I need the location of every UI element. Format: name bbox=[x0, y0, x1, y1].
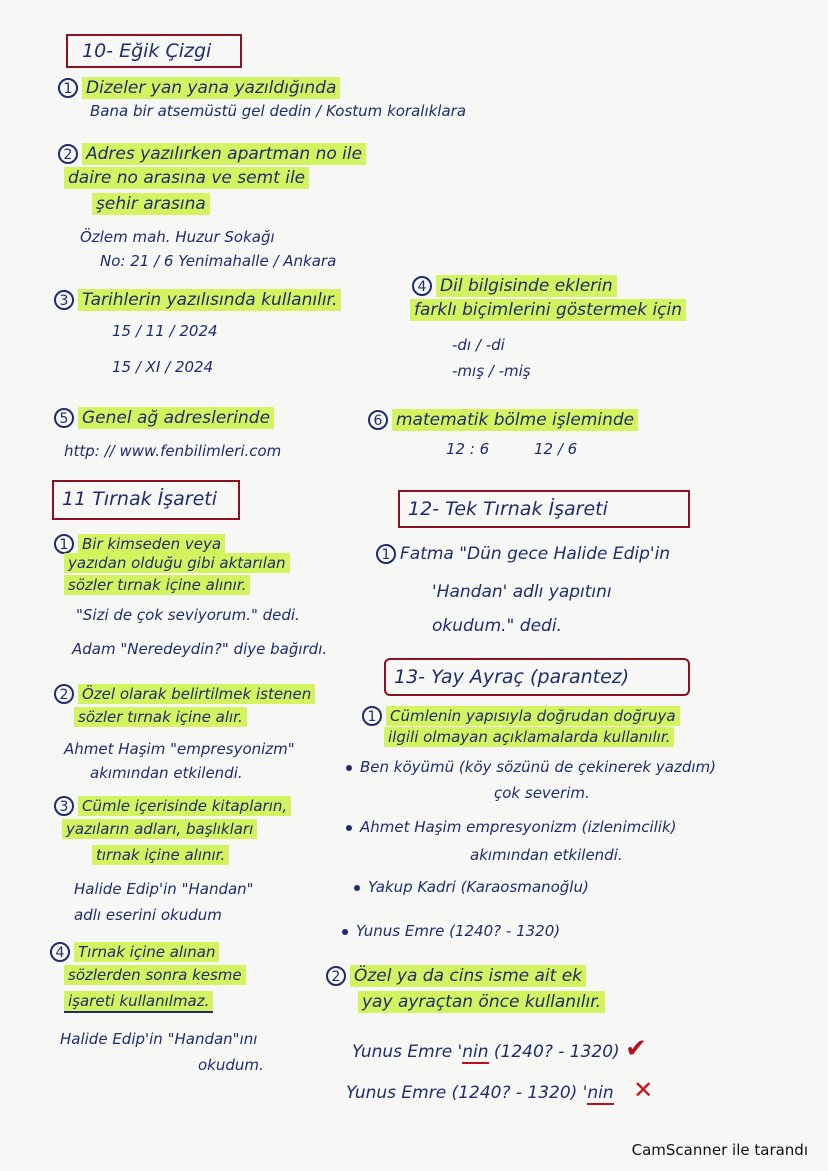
example-10-6a: 12 : 6 bbox=[446, 440, 490, 458]
example-13-correct: Yunus Emre 'nin (1240? - 1320) ✔ bbox=[352, 1034, 647, 1064]
suffix-nin: nin bbox=[462, 1042, 489, 1062]
rule-11-4b: sözlerden sonra kesme bbox=[64, 968, 246, 983]
rule-number: 3 bbox=[54, 796, 74, 816]
bullet-13-3: Yakup Kadri (Karaosmanoğlu) bbox=[354, 880, 589, 895]
section-13-title: 13- Yay Ayraç (parantez) bbox=[394, 666, 630, 688]
rule-11-4a: 4 Tırnak içine alınan bbox=[50, 942, 219, 962]
example-11-4b: okudum. bbox=[198, 1056, 264, 1074]
bullet-13-4: Yunus Emre (1240? - 1320) bbox=[342, 924, 560, 939]
rule-number: 1 bbox=[362, 706, 382, 726]
rule-11-1b: yazıdan olduğu gibi aktarılan bbox=[64, 556, 290, 571]
example-10-5: http: // www.fenbilimleri.com bbox=[64, 442, 282, 460]
rule-number: 1 bbox=[376, 544, 396, 564]
bullet-13-1a: Ben köyümü (köy sözünü de çekinerek yazdım) bbox=[346, 760, 716, 775]
bullet-icon bbox=[346, 825, 352, 831]
rule-12-1a: 1 Fatma "Dün gece Halide Edip'in bbox=[376, 544, 670, 564]
bullet-icon bbox=[342, 929, 348, 935]
rule-10-1: 1 Dizeler yan yana yazıldığında bbox=[58, 78, 340, 98]
rule-11-4c: işareti kullanılmaz. bbox=[64, 994, 213, 1009]
rule-10-4b: farklı biçimlerini göstermek için bbox=[410, 302, 686, 319]
example-10-1: Bana bir atsemüstü gel dedin / Kostum koralıklara bbox=[90, 102, 467, 120]
example-11-2b: akımından etkilendi. bbox=[90, 764, 243, 782]
example-11-4a: Halide Edip'in "Handan"ını bbox=[60, 1030, 258, 1048]
section-12-title: 12- Tek Tırnak İşareti bbox=[408, 498, 608, 520]
rule-number: 2 bbox=[58, 144, 78, 164]
rule-10-4a: 4 Dil bilgisinde eklerin bbox=[412, 276, 617, 296]
example-11-1b: Adam "Neredeydin?" diye bağırdı. bbox=[72, 640, 328, 658]
rule-number: 4 bbox=[50, 942, 70, 962]
rule-number: 5 bbox=[54, 408, 74, 428]
rule-10-3: 3 Tarihlerin yazılısında kullanılır. bbox=[54, 290, 341, 310]
rule-11-2b: sözler tırnak içine alır. bbox=[74, 710, 247, 725]
example-10-3a: 15 / 11 / 2024 bbox=[112, 322, 218, 340]
cross-icon: ✕ bbox=[633, 1076, 654, 1104]
example-10-6b: 12 / 6 bbox=[534, 440, 578, 458]
rule-11-1c: sözler tırnak içine alınır. bbox=[64, 578, 250, 593]
example-11-1a: "Sizi de çok seviyorum." dedi. bbox=[76, 606, 300, 624]
example-11-3a: Halide Edip'in "Handan" bbox=[74, 880, 254, 898]
rule-10-5: 5 Genel ağ adreslerinde bbox=[54, 408, 274, 428]
rule-11-3a: 3 Cümle içerisinde kitapların, bbox=[54, 796, 291, 816]
rule-11-3c: tırnak içine alınır. bbox=[92, 848, 229, 863]
rule-12-1c: okudum." dedi. bbox=[432, 616, 562, 636]
rule-13-2b: yay ayraçtan önce kullanılır. bbox=[358, 994, 605, 1011]
suffix-nin: nin bbox=[587, 1083, 614, 1103]
example-10-4a: -dı / -di bbox=[452, 336, 505, 354]
rule-number: 3 bbox=[54, 290, 74, 310]
rule-number: 2 bbox=[54, 684, 74, 704]
example-11-3b: adlı eserini okudum bbox=[74, 906, 222, 924]
check-icon: ✔ bbox=[625, 1034, 647, 1064]
rule-number: 1 bbox=[58, 78, 78, 98]
rule-number: 2 bbox=[326, 966, 346, 986]
bullet-icon bbox=[354, 885, 360, 891]
rule-13-2a: 2 Özel ya da cins isme ait ek bbox=[326, 966, 586, 986]
rule-13-1b: ilgili olmayan açıklamalarda kullanılır. bbox=[384, 730, 674, 745]
rule-number: 4 bbox=[412, 276, 432, 296]
bullet-icon bbox=[346, 765, 352, 771]
example-10-4b: -mış / -miş bbox=[452, 362, 531, 380]
bullet-13-2b: akımından etkilendi. bbox=[470, 846, 623, 864]
example-10-2b: No: 21 / 6 Yenimahalle / Ankara bbox=[100, 252, 337, 270]
rule-10-6: 6 matematik bölme işleminde bbox=[368, 410, 638, 430]
rule-number: 1 bbox=[54, 534, 74, 554]
section-11-title: 11 Tırnak İşareti bbox=[62, 488, 218, 510]
example-10-2a: Özlem mah. Huzur Sokağı bbox=[80, 228, 275, 246]
section-10-title: 10- Eğik Çizgi bbox=[82, 40, 212, 62]
scanner-watermark: CamScanner ile tarandı bbox=[631, 1141, 808, 1159]
rule-10-2a: 2 Adres yazılırken apartman no ile bbox=[58, 144, 366, 164]
bullet-13-1b: çok severim. bbox=[494, 784, 590, 802]
rule-number: 6 bbox=[368, 410, 388, 430]
rule-11-1a: 1 Bir kimseden veya bbox=[54, 534, 225, 554]
rule-10-2c: şehir arasına bbox=[92, 196, 210, 213]
example-10-3b: 15 / XI / 2024 bbox=[112, 358, 214, 376]
rule-10-2b: daire no arasına ve semt ile bbox=[64, 170, 309, 187]
rule-12-1b: 'Handan' adlı yapıtını bbox=[432, 582, 612, 602]
bullet-13-2a: Ahmet Haşim empresyonizm (izlenimcilik) bbox=[346, 820, 677, 835]
rule-11-2a: 2 Özel olarak belirtilmek istenen bbox=[54, 684, 315, 704]
example-11-2a: Ahmet Haşim "empresyonizm" bbox=[64, 740, 295, 758]
rule-11-3b: yazıların adları, başlıkları bbox=[62, 822, 257, 837]
example-13-wrong: Yunus Emre (1240? - 1320) 'nin ✕ bbox=[346, 1076, 654, 1104]
rule-13-1a: 1 Cümlenin yapısıyla doğrudan doğruya bbox=[362, 706, 680, 726]
